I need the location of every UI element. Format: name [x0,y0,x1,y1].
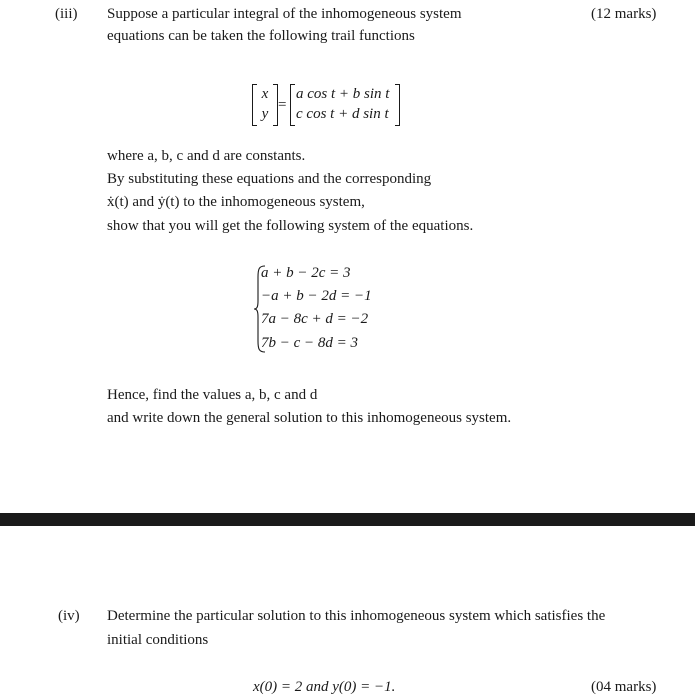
lhs-vector-top: x [261,86,269,102]
rhs-vector-bottom: c cos t + d sin t [296,106,389,122]
part-iii-intro-line2: equations can be taken the following trail functions [107,28,415,44]
lhs-vector-bottom: y [261,106,269,122]
where-line: where a, b, c and d are constants. [107,148,306,164]
rhs-vector [290,84,400,126]
matrix-equals-sign: = [278,97,287,113]
part-iii-label: (iii) [55,6,78,22]
part-iv-line1: Determine the particular solution to this inhomogeneous system which satisfies the [107,608,606,624]
equation-4: 7b − c − 8d = 3 [261,335,359,351]
hence-line1: Hence, find the values a, b, c and d [107,387,318,403]
equation-2: −a + b − 2d = −1 [261,288,372,304]
part-iv-marks: (04 marks) [591,679,657,695]
lhs-vector [252,84,278,126]
equation-3: 7a − 8c + d = −2 [261,311,369,327]
show-line: show that you will get the following system of the equations. [107,218,474,234]
rhs-vector-top: a cos t + b sin t [296,86,390,102]
section-divider [0,513,695,526]
substitute-line: By substituting these equations and the corresponding [107,171,432,187]
part-iv-label: (iv) [58,608,80,624]
hence-line2: and write down the general solution to this inhomogeneous system. [107,410,512,426]
equation-1: a + b − 2c = 3 [261,265,351,281]
initial-conditions: x(0) = 2 and y(0) = −1. [253,679,396,695]
part-iii-intro-line1: Suppose a particular integral of the inhomogeneous system [107,6,462,22]
part-iv-line2: initial conditions [107,632,209,648]
part-iii-marks: (12 marks) [591,6,657,22]
derivative-line: ẋ(t) and ẏ(t) to the inhomogeneous system, [107,194,365,210]
